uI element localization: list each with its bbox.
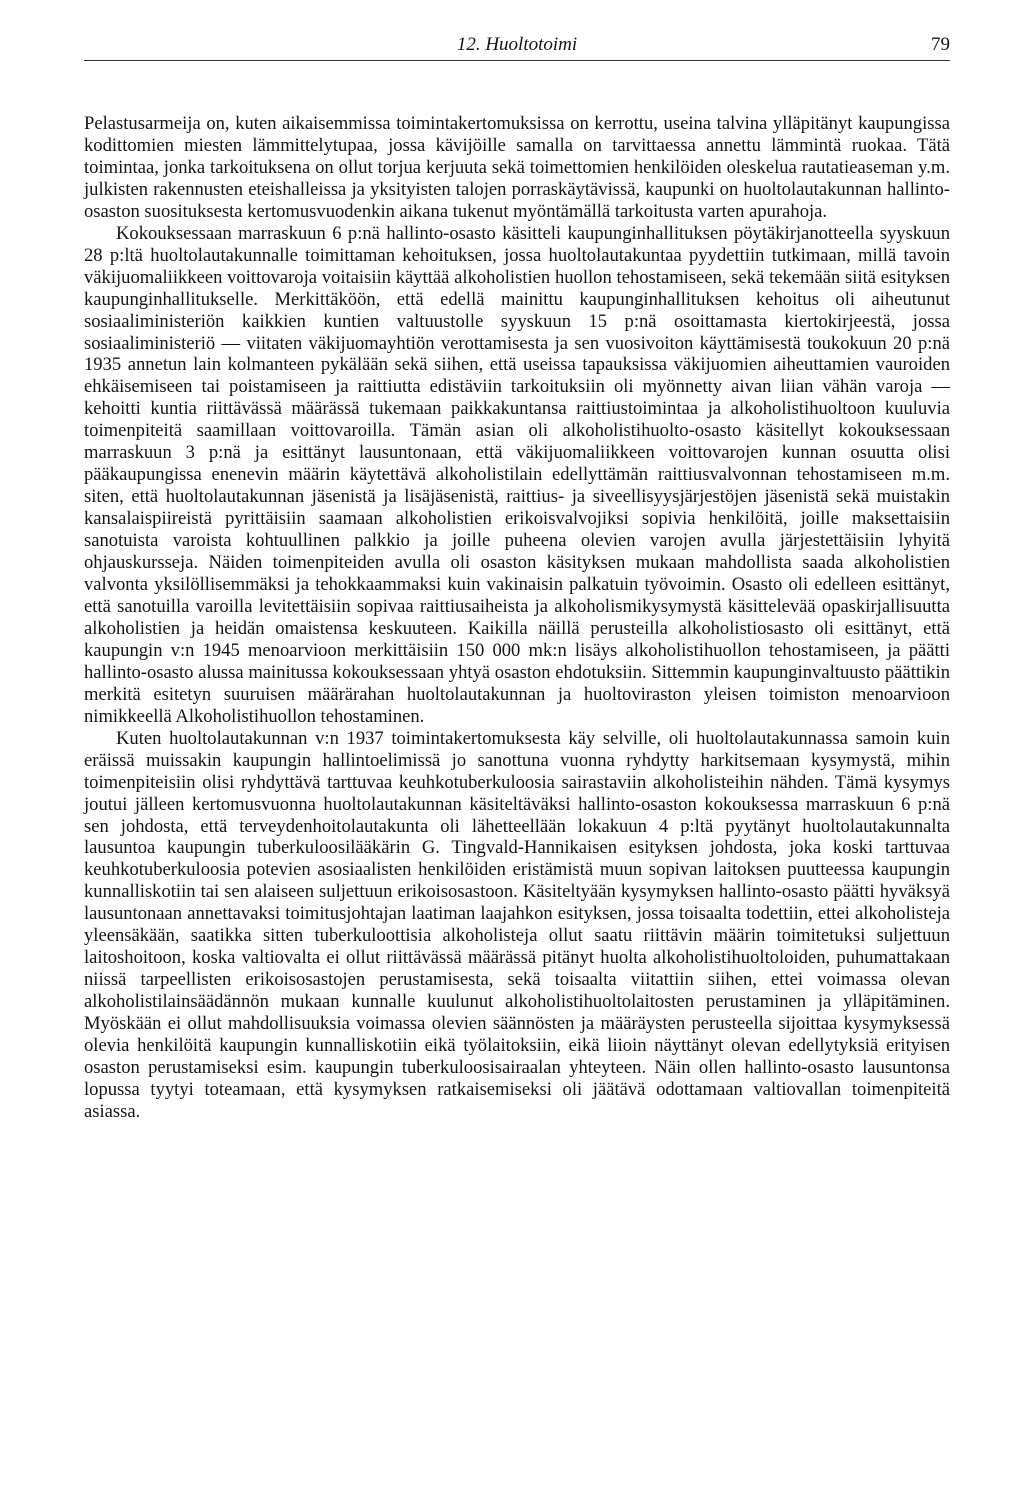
paragraph: Pelastusarmeija on, kuten aikaisemmissa toimintakertomuksissa on kerrottu, useina talvina ylläpitänyt kaupungissa kodittomien miesten lämmittelytupaa, jossa kävijöille samalla on tarvittaessa annettu lämmintä ruokaa. Tätä toimintaa, jonka tarkoituksena on ollut torjua kerjuuta sekä toimettomien henkilöiden oleskelua rautatieaseman y.m. julkisten rakennusten eteishalleissa ja yksityisten talojen porraskäytävissä, kaupunki on huoltolautakunnan hallinto-osaston suosituksesta kertomusvuodenkin aikana tukenut myöntämällä tarkoitusta varten apurahoja.	[84, 113, 950, 222]
page-number: 79	[931, 34, 950, 55]
page-header	[84, 30, 950, 61]
paragraph: Kokouksessaan marraskuun 6 p:nä hallinto-osasto käsitteli kaupunginhallituksen pöytäkirjanotteella syyskuun 28 p:ltä huoltolautakunnalle toimittaman kehoituksen, jossa huoltolautakuntaa pyydettiin tutkimaan, millä tavoin väkijuomaliikkeen voittovaroja voitaisiin käyttää alkoholistien huollon tehostamiseen, sekä tekemään siitä esityksen kaupunginhallitukselle. Merkittäköön, että edellä mainittu kaupunginhallituksen kehoitus oli aiheutunut sosiaaliministeriön kaikkien kuntien valtuustolle syyskuun 15 p:nä osoittamasta kiertokirjeestä, jossa sosiaaliministeriö — viitaten väkijuomayhtiön verottamisesta ja sen vuosivoiton käyttämisestä toukokuun 20 p:nä 1935 annetun lain kolmanteen pykälään sekä siihen, että useissa tapauksissa väkijuomien aiheuttamien vauroiden ehkäisemiseen tai poistamiseen ja raittiutta edistäviin tarkoituksiin oli myönnetty aivan liian vähän varoja — kehoitti kuntia riittävässä määrässä tukemaan paikkakuntansa raittiustoimintaa ja alkoholistihuoltoon kuuluvia toimenpiteitä saamillaan voittovaroilla. Tämän asian oli alkoholistihuolto-osasto käsitellyt kokouksessaan marraskuun 3 p:nä ja esittänyt lausuntonaan, että väkijuomaliikkeen voittovarojen kunnan osuutta olisi pääkaupungissa enenevin määrin käytettävä alkoholistilain edellyttämän raittiusvalvonnan tehostamiseen m.m. siten, että huoltolautakunnan jäsenistä ja lisäjäsenistä, raittius- ja siveellisyysjärjestöjen jäsenistä sekä muistakin kansalaispiireistä pyrittäisiin saamaan alkoholistien erikoisvalvojiksi sopivia henkilöitä, joille maksettaisiin sanotuista varoista kohtuullinen palkkio ja joille puheena olevien varojen avulla järjestettäisiin lyhyitä ohjauskursseja. Näiden toimenpiteiden avulla oli osaston käsityksen mukaan mahdollista saada alkoholistien valvonta yksilöllisemmäksi ja tehokkaammaksi kuin vakinaisin palkatuin työvoimin. Osasto oli edelleen esittänyt, että sanotuilla varoilla levitettäisiin sopivaa raittiusaiheista ja alkoholismikysymystä käsittelevää opaskirjallisuutta alkoholistien ja heidän omaistensa keskuuteen. Kaikilla näillä perusteilla alkoholistiosasto oli esittänyt, että kaupungin v:n 1945 menoarvioon merkittäisiin 150 000 mk:n lisäys alkoholistihuollon tehostamiseen, ja päätti hallinto-osasto alussa mainitussa kokouksessaan yhtyä osaston ehdotuksiin. Sittemmin kaupunginvaltuusto päättikin merkitä esitetyn suuruisen määrärahan huoltolautakunnan ja huoltoviraston yleisen toimiston menoarvioon nimikkeellä Alkoholistihuollon tehostaminen.	[84, 222, 950, 727]
running-title: 12. Huoltotoimi	[456, 34, 578, 55]
document-page	[84, 30, 950, 1123]
paragraph: Kuten huoltolautakunnan v:n 1937 toimintakertomuksesta käy selville, oli huoltolautakunnassa samoin kuin eräissä muissakin kaupungin hallintoelimissä jo sanottuna vuonna ryhdytty harkitsemaan kysymystä, mihin toimenpiteisiin olisi ryhdyttävä tarttuvaa keuhkotuberkuloosia sairastaviin alkoholisteihin nähden. Tämä kysymys joutui jälleen kertomusvuonna huoltolautakunnan käsiteltäväksi hallinto-osaston kokouksessa marraskuun 6 p:nä sen johdosta, että terveydenhoitolautakunta oli lähetteellään lokakuun 4 p:ltä pyytänyt huoltolautakunnalta lausuntoa kaupungin tuberkuloosilääkärin G. Tingvald-Hannikaisen esityksen johdosta, joka koski tarttuvaa keuhkotuberkuloosia potevien asosiaalisten henkilöiden eristämistä muun sopivan laitoksen puutteessa kaupungin kunnalliskotiin tai sen alaiseen suljettuun erikoisosastoon. Käsiteltyään kysymyksen hallinto-osasto päätti hyväksyä lausuntonaan annettavaksi toimitusjohtajan laatiman laajahkon esityksen, jossa toisaalta todettiin, ettei alkoholisteja yleensäkään, saatikka sitten tuberkuloottisia alkoholisteja ollut saatu riittävin määrin toimitetuksi suljettuun laitoshoitoon, koska valtiovalta ei ollut riittävässä määrässä pitänyt huolta alkoholistihuoltoloiden, puhumattakaan niissä tarpeellisten erikoisosastojen perustamisesta, sekä toisaalta viitattiin siihen, ettei voimassa olevan alkoholistilainsäädännön mukaan kunnalle kuulunut alkoholistihuoltolaitosten perustaminen ja ylläpitäminen. Myöskään ei ollut mahdollisuuksia voimassa olevien säännösten ja määräysten perusteella sijoittaa kysymyksessä olevia henkilöitä kaupungin kunnalliskotiin eikä työlaitoksiin, eikä liioin näyttänyt olevan edellytyksiä erityisen osaston perustamiseksi esim. kaupungin tuberkuloosisairaalan yhteyteen. Näin ollen hallinto-osasto lausuntonsa lopussa tyytyi toteamaan, että kysymyksen ratkaisemiseksi oli jäätävä odottamaan valtiovallan toimenpiteitä asiassa.	[84, 727, 950, 1122]
document-body	[84, 113, 950, 1123]
